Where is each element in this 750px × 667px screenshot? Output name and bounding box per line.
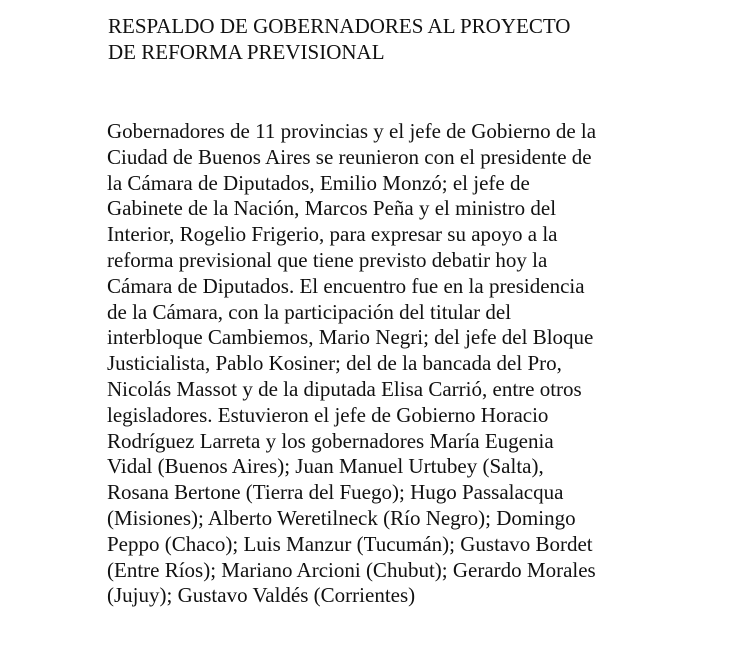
article-body-line: Rosana Bertone (Tierra del Fuego); Hugo Passalacqua: [107, 480, 564, 505]
article-body-line: Vidal (Buenos Aires); Juan Manuel Urtubey (Salta),: [107, 454, 544, 479]
article-body-line: Gabinete de la Nación, Marcos Peña y el ministro del: [107, 196, 557, 221]
article-body-line: Interior, Rogelio Frigerio, para expresar su apoyo a la: [107, 222, 558, 247]
article-body-line: Justicialista, Pablo Kosiner; del de la bancada del Pro,: [107, 351, 562, 376]
article-body-line: Nicolás Massot y de la diputada Elisa Carrió, entre otros: [107, 376, 582, 401]
article-title: [108, 13, 708, 65]
article-body-line: reforma previsional que tiene previsto debatir hoy la: [107, 247, 548, 272]
article-body-line: (Misiones); Alberto Weretilneck (Río Negro); Domingo: [107, 505, 576, 530]
article-body-line: Gobernadores de 11 provincias y el jefe de Gobierno de la: [107, 119, 597, 143]
article-title-line: DE REFORMA PREVISIONAL: [108, 40, 385, 64]
article-body-line: legisladores. Estuvieron el jefe de Gobierno Horacio: [107, 402, 549, 427]
article-title-line: RESPALDO DE GOBERNADORES AL PROYECTO: [108, 14, 571, 38]
article-body-line: Cámara de Diputados. El encuentro fue en la presidencia: [107, 273, 585, 298]
article-body: [107, 119, 727, 609]
article-body-line: Ciudad de Buenos Aires se reunieron con el presidente de: [107, 144, 592, 169]
article-body-line: Rodríguez Larreta y los gobernadores María Eugenia: [107, 428, 554, 453]
article-body-line: (Jujuy); Gustavo Valdés (Corrientes): [107, 583, 416, 608]
article-body-line: interbloque Cambiemos, Mario Negri; del jefe del Bloque: [107, 325, 594, 350]
article-body-line: (Entre Ríos); Mariano Arcioni (Chubut); Gerardo Morales: [107, 557, 596, 582]
article-body-line: la Cámara de Diputados, Emilio Monzó; el jefe de: [107, 170, 530, 195]
article-body-line: de la Cámara, con la participación del titular del: [107, 299, 512, 324]
article-body-line: Peppo (Chaco); Luis Manzur (Tucumán); Gustavo Bordet: [107, 531, 593, 556]
